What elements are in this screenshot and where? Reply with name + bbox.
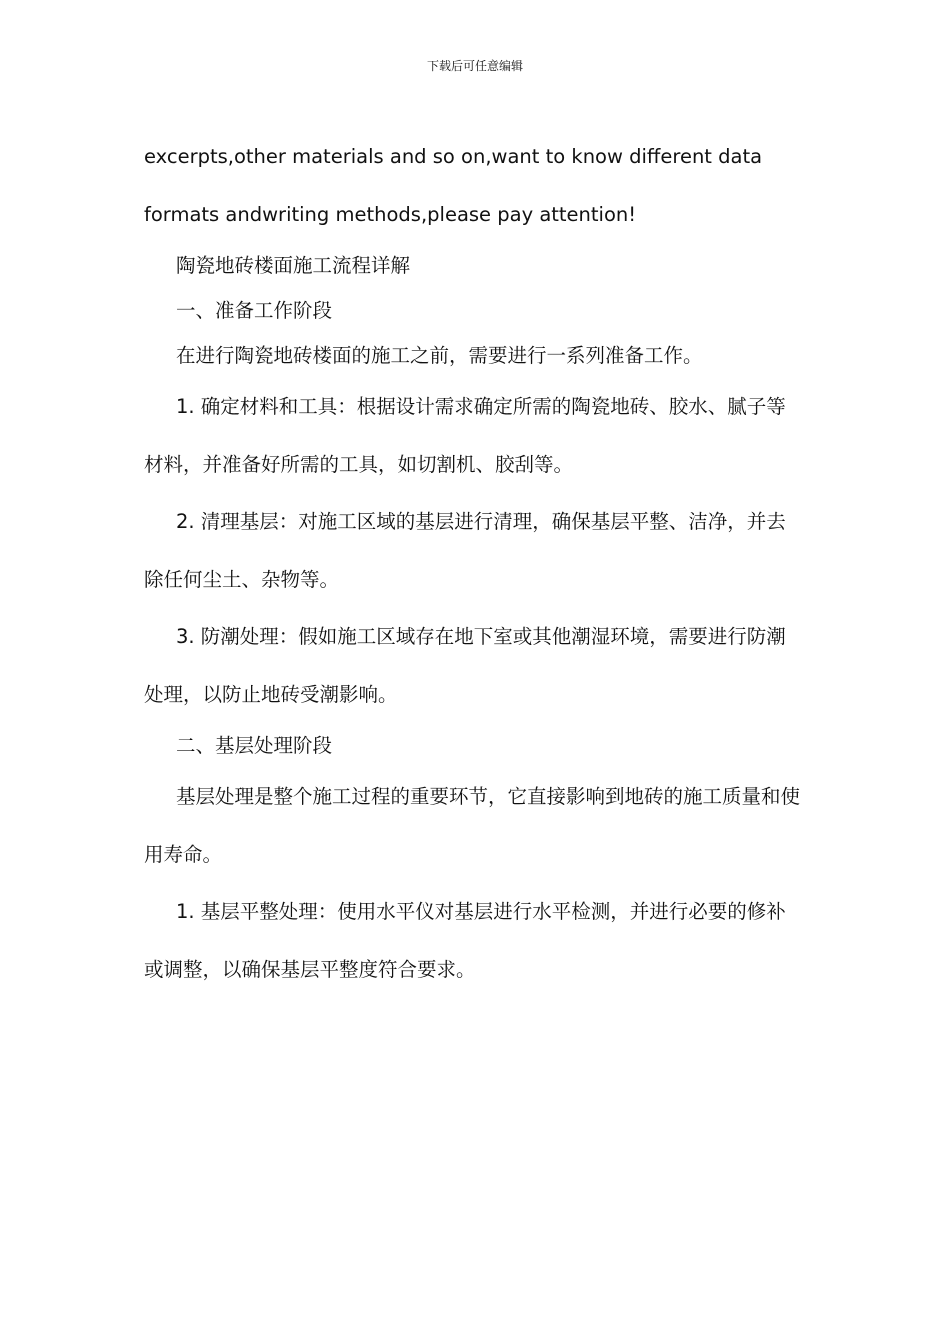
list-item-leveling: 1. 基层平整处理：使用水平仪对基层进行水平检测，并进行必要的修补或调整，以确保基层平整度符合要求。 <box>144 900 786 981</box>
section-intro-preparation: 在进行陶瓷地砖楼面的施工之前，需要进行一系列准备工作。 <box>176 344 703 367</box>
list-item-moisture-proofing: 3. 防潮处理：假如施工区域存在地下室或其他潮湿环境，需要进行防潮处理，以防止地砖受潮影响。 <box>144 625 786 706</box>
document-title: 陶瓷地砖楼面施工流程详解 <box>176 254 411 277</box>
document-body <box>144 128 804 998</box>
section-heading-base-treatment: 二、基层处理阶段 <box>176 734 333 757</box>
intro-paragraph: excerpts,other materials and so on,want to know different data formats andwriting methods,please pay attention! <box>144 145 763 226</box>
page-header: 下载后可任意编辑 <box>426 59 523 73</box>
section-heading-preparation: 一、准备工作阶段 <box>176 299 333 322</box>
list-item-clean-base: 2. 清理基层：对施工区域的基层进行清理，确保基层平整、洁净，并去除任何尘土、杂物等。 <box>144 510 786 591</box>
list-item-materials-tools: 1. 确定材料和工具：根据设计需求确定所需的陶瓷地砖、胶水、腻子等材料，并准备好所需的工具，如切割机、胶刮等。 <box>144 395 786 476</box>
section-intro-base-treatment: 基层处理是整个施工过程的重要环节，它直接影响到地砖的施工质量和使用寿命。 <box>144 785 801 866</box>
